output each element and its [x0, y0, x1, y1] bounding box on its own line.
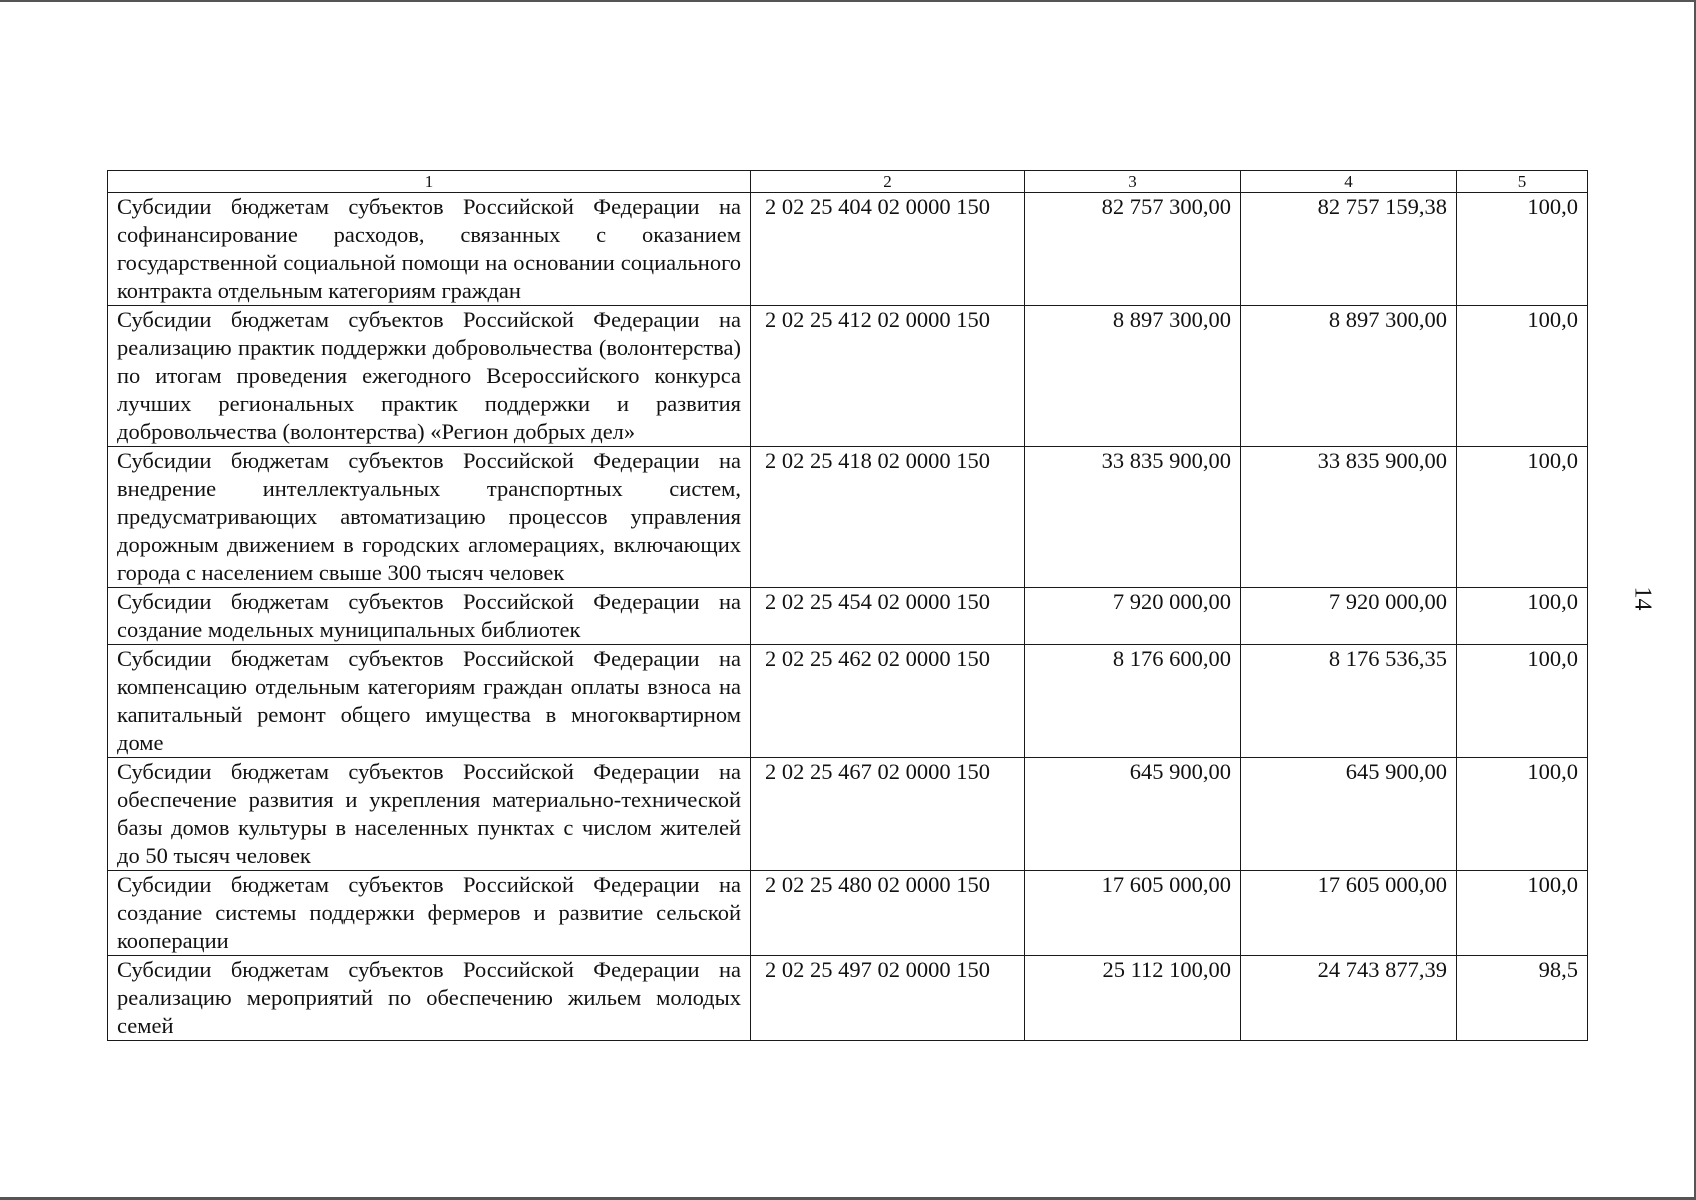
- row-budget-code: 2 02 25 497 02 0000 150: [751, 956, 1025, 1041]
- row-budget-code: 2 02 25 418 02 0000 150: [751, 447, 1025, 588]
- table-row: [108, 956, 1588, 1041]
- row-executed-amount: 33 835 900,00: [1241, 447, 1457, 588]
- table-row: [108, 588, 1588, 645]
- row-execution-percent: 100,0: [1457, 306, 1588, 447]
- row-budget-code: 2 02 25 404 02 0000 150: [751, 193, 1025, 306]
- row-executed-amount: 8 176 536,35: [1241, 645, 1457, 758]
- header-row: [108, 171, 1588, 193]
- row-execution-percent: 100,0: [1457, 447, 1588, 588]
- row-planned-amount: 17 605 000,00: [1025, 871, 1241, 956]
- row-planned-amount: 645 900,00: [1025, 758, 1241, 871]
- row-execution-percent: 100,0: [1457, 871, 1588, 956]
- row-planned-amount: 8 897 300,00: [1025, 306, 1241, 447]
- row-executed-amount: 7 920 000,00: [1241, 588, 1457, 645]
- column-number-2: 2: [751, 171, 1025, 193]
- row-description: Субсидии бюджетам субъектов Российской Федерации на создание системы поддержки фермеров и развитие сельской кооперации: [108, 871, 751, 956]
- table-row: [108, 447, 1588, 588]
- row-description: Субсидии бюджетам субъектов Российской Федерации на создание модельных муниципальных библиотек: [108, 588, 751, 645]
- row-executed-amount: 24 743 877,39: [1241, 956, 1457, 1041]
- row-executed-amount: 17 605 000,00: [1241, 871, 1457, 956]
- row-description: Субсидии бюджетам субъектов Российской Федерации на обеспечение развития и укрепления материально-технической базы домов культуры в населенных пунктах с числом жителей до 50 тысяч человек: [108, 758, 751, 871]
- row-budget-code: 2 02 25 454 02 0000 150: [751, 588, 1025, 645]
- row-description: Субсидии бюджетам субъектов Российской Федерации на реализацию мероприятий по обеспечению жильем молодых семей: [108, 956, 751, 1041]
- row-description: Субсидии бюджетам субъектов Российской Федерации на внедрение интеллектуальных транспортных систем, предусматривающих автоматизацию процессов управления дорожным движением в городских агломерациях, включающих города с населением свыше 300 тысяч человек: [108, 447, 751, 588]
- row-budget-code: 2 02 25 462 02 0000 150: [751, 645, 1025, 758]
- row-execution-percent: 100,0: [1457, 588, 1588, 645]
- column-number-5: 5: [1457, 171, 1588, 193]
- page-number: 14: [1629, 586, 1656, 611]
- row-execution-percent: 100,0: [1457, 193, 1588, 306]
- row-description: Субсидии бюджетам субъектов Российской Федерации на софинансирование расходов, связанных с оказанием государственной социальной помощи на основании социального контракта отдельным категориям граждан: [108, 193, 751, 306]
- row-budget-code: 2 02 25 412 02 0000 150: [751, 306, 1025, 447]
- column-number-4: 4: [1241, 171, 1457, 193]
- table-row: [108, 645, 1588, 758]
- row-planned-amount: 8 176 600,00: [1025, 645, 1241, 758]
- budget-table-container: [107, 170, 1587, 1041]
- column-number-3: 3: [1025, 171, 1241, 193]
- row-executed-amount: 82 757 159,38: [1241, 193, 1457, 306]
- table-row: [108, 758, 1588, 871]
- row-execution-percent: 100,0: [1457, 758, 1588, 871]
- row-planned-amount: 82 757 300,00: [1025, 193, 1241, 306]
- row-executed-amount: 645 900,00: [1241, 758, 1457, 871]
- table-row: [108, 193, 1588, 306]
- row-planned-amount: 25 112 100,00: [1025, 956, 1241, 1041]
- row-executed-amount: 8 897 300,00: [1241, 306, 1457, 447]
- column-number-1: 1: [108, 171, 751, 193]
- row-planned-amount: 33 835 900,00: [1025, 447, 1241, 588]
- row-budget-code: 2 02 25 467 02 0000 150: [751, 758, 1025, 871]
- row-execution-percent: 98,5: [1457, 956, 1588, 1041]
- budget-table: [107, 170, 1588, 1041]
- row-description: Субсидии бюджетам субъектов Российской Федерации на реализацию практик поддержки добровольчества (волонтерства) по итогам проведения ежегодного Всероссийского конкурса лучших региональных практик поддержки и развития добровольчества (волонтерства) «Регион добрых дел»: [108, 306, 751, 447]
- table-row: [108, 306, 1588, 447]
- row-description: Субсидии бюджетам субъектов Российской Федерации на компенсацию отдельным категориям граждан оплаты взноса на капитальный ремонт общего имущества в многоквартирном доме: [108, 645, 751, 758]
- table-row: [108, 871, 1588, 956]
- row-budget-code: 2 02 25 480 02 0000 150: [751, 871, 1025, 956]
- row-planned-amount: 7 920 000,00: [1025, 588, 1241, 645]
- row-execution-percent: 100,0: [1457, 645, 1588, 758]
